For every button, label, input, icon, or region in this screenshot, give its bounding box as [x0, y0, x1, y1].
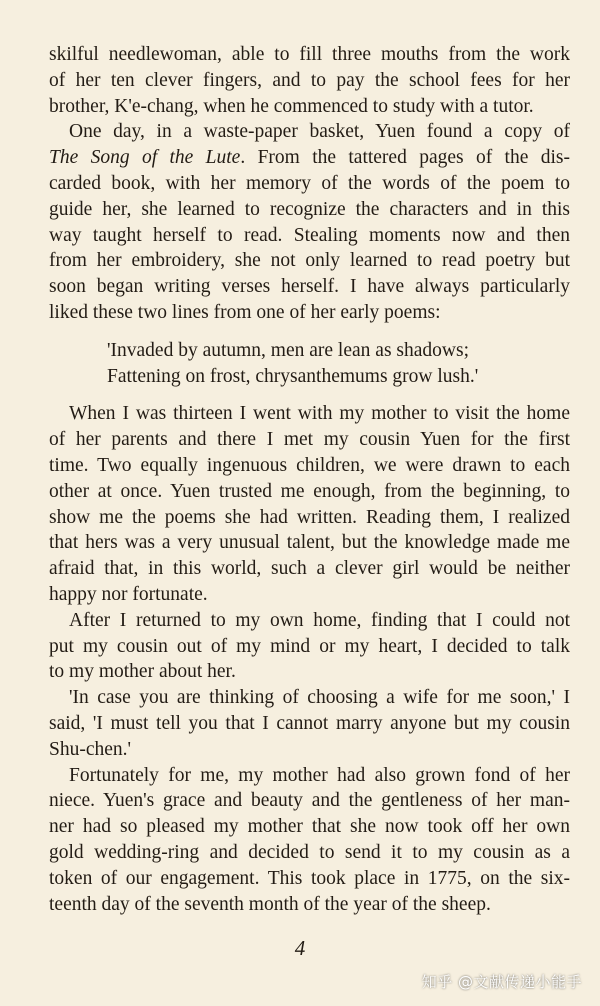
paragraph-start-line: When I was thirteen I went with my mother to visit the home [69, 403, 570, 425]
text-line: that hers was a very unusual talent, but the knowledge made me [49, 532, 570, 554]
paragraph-start-line: Fortunately for me, my mother had also grown fond of her [69, 764, 570, 786]
text-line: way taught herself to read. Stealing moments now and then [49, 224, 570, 246]
text-line: skilful needlewoman, able to fill three mouths from the work [49, 44, 570, 65]
text-line: show me the poems she had written. Reading them, I realized [49, 506, 570, 528]
page-number: 4 [294, 936, 306, 960]
dialogue-start-line: 'In case you are thinking of choosing a wife for me soon,' I [69, 687, 570, 709]
text-line: token of our engagement. This took place in 1775, on the six- [49, 867, 570, 889]
text-line: of her ten clever fingers, and to pay the school fees for her [49, 69, 570, 91]
paragraph-end-line: to my mother about her. [49, 661, 236, 683]
text-line: gold wedding-ring and decided to send it to my cousin as a [49, 841, 570, 863]
text-line-with-title [49, 145, 570, 171]
text-line: of her parents and there I met my cousin Yuen for the first [49, 429, 570, 451]
poem-quote [49, 338, 570, 390]
text-line: afraid that, in this world, such a clever girl would be neither [49, 558, 570, 580]
text-line: ner had so pleased my mother that she now took off her own [49, 816, 570, 838]
paragraph-end-line: liked these two lines from one of her early poems: [49, 301, 441, 323]
text-line: other at once. Yuen trusted me enough, from the beginning, to [49, 480, 570, 502]
poem-line-2: Fattening on frost, chrysanthemums grow lush.' [107, 365, 479, 387]
book-title: The Song of the Lute [49, 147, 241, 169]
paragraph-end-line: teenth day of the seventh month of the year of the sheep. [49, 893, 491, 915]
dialogue-end-line: Shu-chen.' [49, 738, 132, 760]
page-body-text [49, 42, 570, 917]
text-line: niece. Yuen's grace and beauty and the gentleness of her man- [49, 790, 570, 812]
paragraph-end-line: brother, K'e-chang, when he commenced to study with a tutor. [49, 95, 534, 117]
text-line: carded book, with her memory of the words of the poem to [49, 172, 570, 194]
dialogue-line: said, 'I must tell you that I cannot marry anyone but my cousin [49, 712, 570, 734]
paragraph-start-line: One day, in a waste-paper basket, Yuen found a copy of [69, 121, 570, 143]
title-line-remainder: . From the tattered pages of the dis- [240, 147, 570, 169]
text-line: guide her, she learned to recognize the characters and in this [49, 198, 570, 220]
paragraph-start-line: After I returned to my own home, finding that I could not [69, 609, 570, 631]
poem-line-1: 'Invaded by autumn, men are lean as shadows; [107, 339, 469, 361]
text-line: soon began writing verses herself. I have always particularly [49, 276, 570, 298]
text-line: put my cousin out of my mind or my heart, I decided to talk [49, 635, 570, 657]
text-line: time. Two equally ingenuous children, we were drawn to each [49, 454, 570, 476]
text-line: from her embroidery, she not only learned to read poetry but [49, 250, 570, 272]
paragraph-end-line: happy nor fortunate. [49, 583, 208, 605]
source-watermark: 知乎 @文献传递小能手 [421, 973, 582, 991]
